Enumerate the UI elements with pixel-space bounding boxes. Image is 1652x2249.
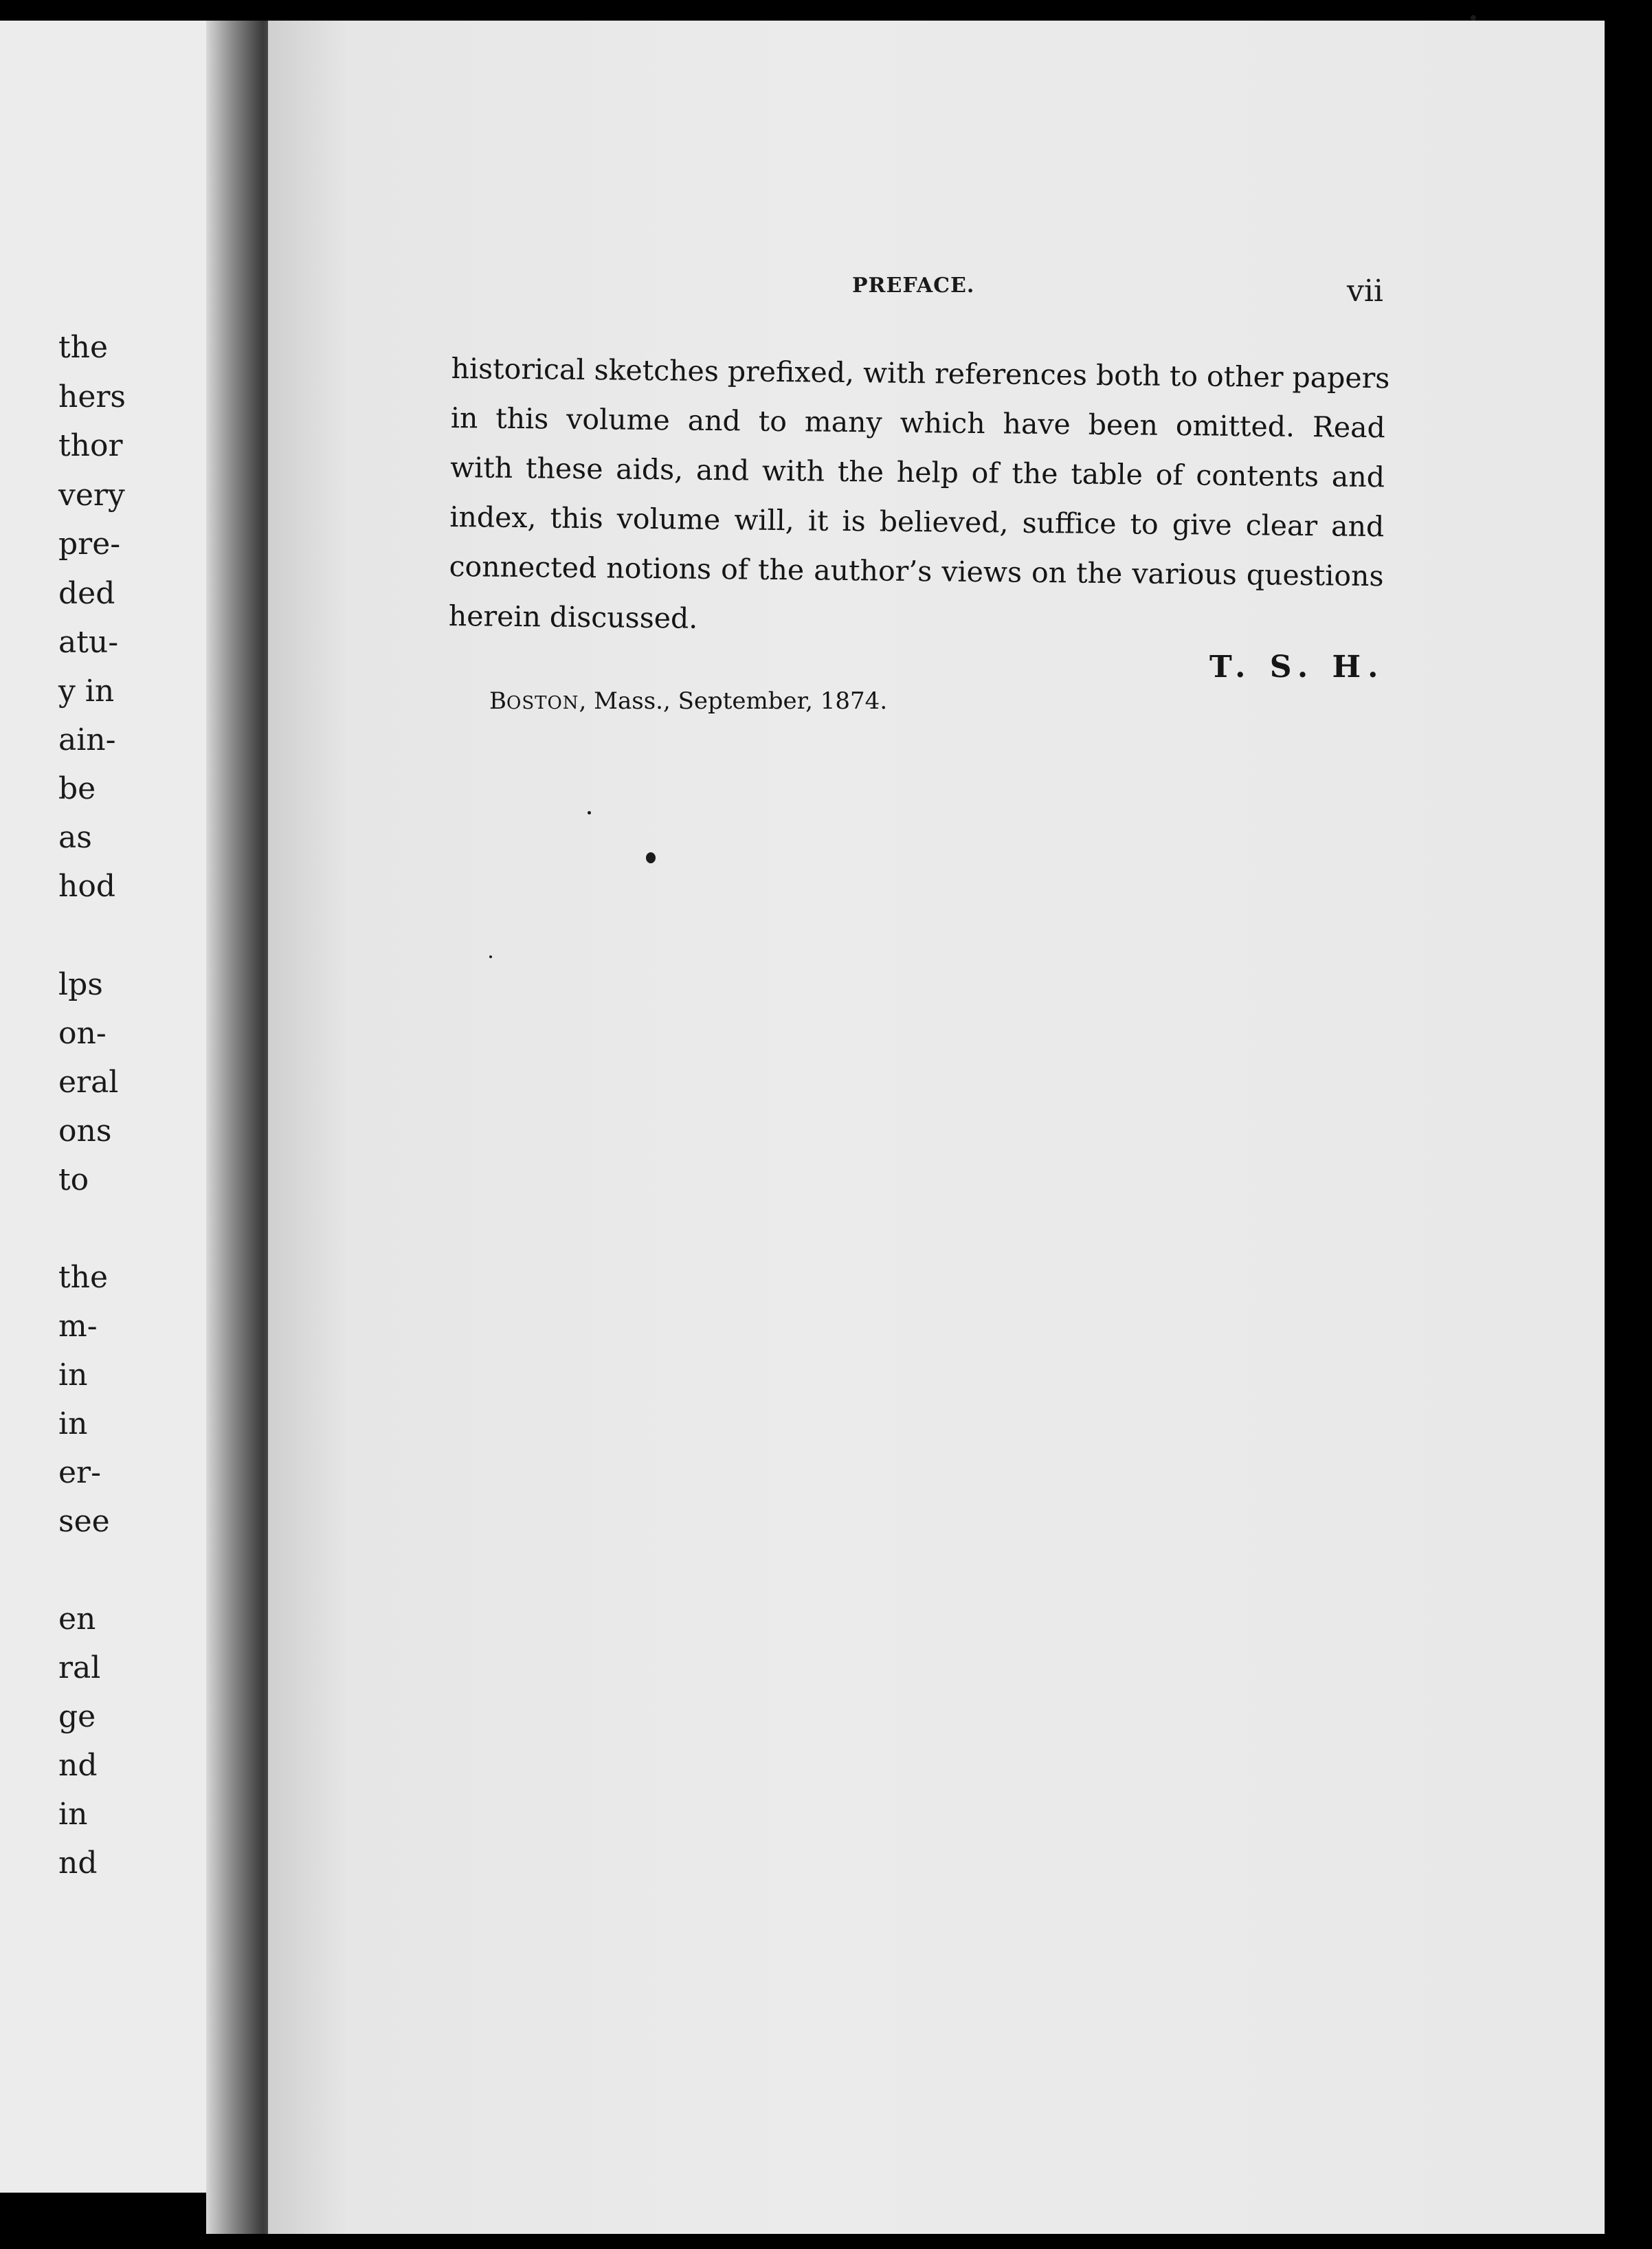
ink-speck <box>1471 15 1476 21</box>
author-initials: T. S. H. <box>1209 650 1385 685</box>
ink-speck <box>646 852 656 863</box>
preface-paragraph <box>448 344 1390 650</box>
dateline-city-initial: B <box>489 687 506 715</box>
left-page-line-fragment: ons <box>58 1114 112 1149</box>
paragraph-line: index, this volume will, it is believed, suffice to give clear and <box>449 500 1385 544</box>
left-page-line-fragment: to <box>58 1162 89 1197</box>
dateline <box>489 687 887 715</box>
scan-right-border <box>1605 41 1652 2249</box>
left-page-line-fragment: in <box>58 1406 88 1441</box>
left-page-line-fragment: y in <box>58 674 115 709</box>
left-page-line-fragment: in <box>58 1358 88 1393</box>
left-page-line-fragment: see <box>58 1504 110 1539</box>
left-page-line-fragment: hod <box>58 869 115 904</box>
left-page-line-fragment: er- <box>58 1455 101 1490</box>
paragraph-line: in this volume and to many which have been omitted. Read <box>450 401 1386 445</box>
left-page-line-fragment: ge <box>58 1699 96 1734</box>
left-page-line-fragment: eral <box>58 1065 119 1100</box>
left-page-line-fragment: as <box>58 820 92 855</box>
left-page-line-fragment: in <box>58 1797 88 1832</box>
running-head: PREFACE. <box>852 274 975 298</box>
page-number: vii <box>1347 274 1384 309</box>
left-page <box>0 21 206 2193</box>
left-page-line-fragment: pre- <box>58 527 121 562</box>
dateline-city-rest: OSTON <box>506 693 579 713</box>
left-page-line-fragment: thor <box>58 428 123 463</box>
ink-speck <box>489 955 492 958</box>
left-page-line-fragment: m- <box>58 1309 98 1344</box>
ink-speck <box>588 811 591 815</box>
left-page-line-fragment: nd <box>58 1748 98 1783</box>
dateline-rest: , Mass., September, 1874. <box>579 687 888 715</box>
left-page-line-fragment: ded <box>58 576 115 611</box>
left-page-line-fragment: on- <box>58 1016 107 1051</box>
left-page-line-fragment: lps <box>58 967 103 1002</box>
left-page-line-fragment: ain- <box>58 722 116 757</box>
left-page-line-fragment: the <box>58 330 109 365</box>
left-page-line-fragment: en <box>58 1602 96 1637</box>
paragraph-line: historical sketches prefixed, with references both to other papers <box>451 351 1390 395</box>
left-page-line-fragment: hers <box>58 379 126 414</box>
left-page-line-fragment: ral <box>58 1650 101 1685</box>
left-page-line-fragment: nd <box>58 1846 98 1881</box>
paragraph-line: with these aids, and with the help of the table of contents and <box>449 450 1385 494</box>
left-page-line-fragment: very <box>58 478 125 513</box>
paragraph-line: connected notions of the author’s views on the various questions <box>449 549 1384 593</box>
left-page-line-fragment: the <box>58 1260 109 1295</box>
left-page-line-fragment: atu- <box>58 625 119 660</box>
left-page-line-fragment: be <box>58 771 96 806</box>
paragraph-line: herein discussed. <box>448 599 698 635</box>
